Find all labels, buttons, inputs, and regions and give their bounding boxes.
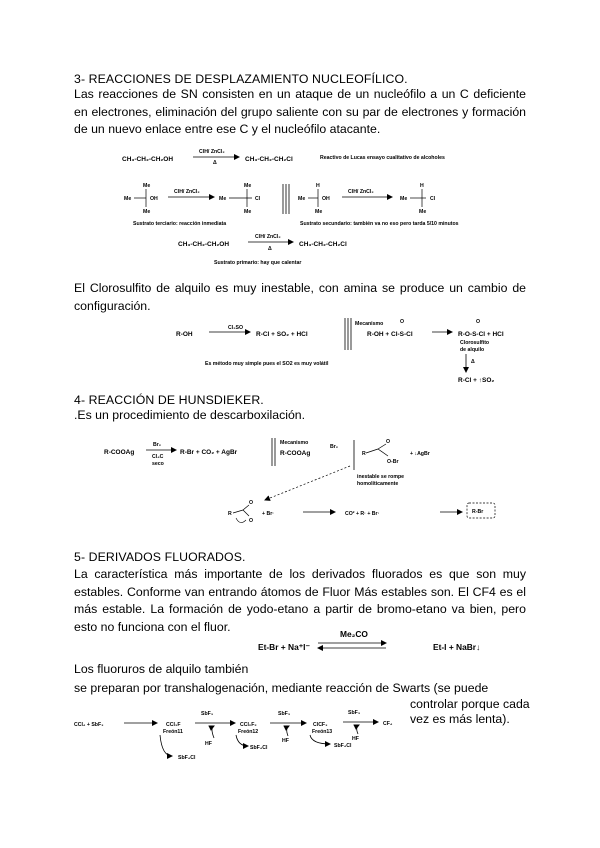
prim-reagent: ClH/ ZnCl₂ xyxy=(255,234,281,240)
hd-radical-br: + Br· xyxy=(262,511,274,517)
prim-label: Sustrato primario: hay que calentar xyxy=(214,260,302,266)
sw-sbf3-3: SbF₃ xyxy=(348,710,361,716)
prim-delta: Δ xyxy=(268,246,272,252)
fk-products: Et-I + NaBr↓ xyxy=(433,642,481,652)
sw-i1-label: Freón11 xyxy=(163,729,183,735)
scheme-finkelstein xyxy=(258,629,480,652)
hd-radical-bond-3 xyxy=(243,510,249,516)
sw-curve-3 xyxy=(310,735,330,744)
sw-i2-label: Freón12 xyxy=(238,729,259,735)
scheme-swarts xyxy=(74,710,393,761)
tert-me-top: Me xyxy=(143,183,151,189)
section-4-subline: .Es un procedimiento de descarboxilación. xyxy=(74,408,306,422)
tert-p-me-left: Me xyxy=(219,196,227,202)
cs-reactant: R-OH xyxy=(176,331,193,338)
hd-products: R-Br + CO₂ + AgBr xyxy=(180,449,238,456)
lucas-delta: Δ xyxy=(213,160,217,166)
fk-reactants: Et-Br + Na⁺I⁻ xyxy=(258,642,310,652)
lucas-reagent: ClH/ ZnCl₂ xyxy=(199,149,225,155)
sec-p-cl: Cl xyxy=(430,196,436,202)
sw-curve-1 xyxy=(160,735,172,756)
cs-intermediate-label-1: Clorosulfito xyxy=(460,340,490,346)
hd-mech-reagent: Br₂ xyxy=(330,444,339,450)
scheme-hunsdieker xyxy=(104,438,495,524)
hd-radical-curve xyxy=(236,518,246,523)
tert-p-me-bottom: Me xyxy=(244,209,252,215)
cs-final-products: R-Cl + ↑SO₂ xyxy=(458,377,495,384)
hd-radical-products: CO² + R· + Br· xyxy=(345,511,380,517)
hd-reagent-top: Br₂ xyxy=(153,442,162,448)
sw-start: CCl₄ + SbF₃ xyxy=(74,722,104,728)
lucas-note: Reactivo de Lucas ensayo cualitativo de alcoholes xyxy=(320,155,445,161)
hd-mech-agbr: + ↓AgBr xyxy=(410,451,430,457)
hd-reactant: R-COOAg xyxy=(104,449,135,456)
sw-i2: CCl₂F₂ xyxy=(240,722,257,728)
section-3-paragraph: Las reacciones de SN consisten en un ataque de un nucleófilo a un C deficiente en electrones, eliminación del grupo saliente con su par de electrones y formación de un nuevo enlace entre ese C y el nucleófilo atacante. xyxy=(74,87,526,136)
sw-hf-curve-3 xyxy=(357,725,359,734)
section-5-line-b: se preparan por transhalogenación, mediante reacción de Swarts (se puede xyxy=(74,681,489,695)
sw-end: CF₄ xyxy=(383,721,393,727)
section-5-heading: 5- DERIVADOS FLUORADOS. xyxy=(74,550,246,564)
tert-label: Sustrato terciario: reacción inmediata xyxy=(133,221,227,227)
scheme-clorosulfito xyxy=(176,318,504,384)
sec-h: H xyxy=(316,183,320,189)
hd-reagent-bottom-2: seco xyxy=(152,461,164,467)
section-5-line-d: vez es más lenta). xyxy=(410,712,510,726)
hd-radical-bond-1 xyxy=(233,510,243,513)
hd-dashed-arrow xyxy=(265,466,350,500)
fk-solvent: Me₂CO xyxy=(340,629,368,639)
cs-mech-o: O xyxy=(400,319,405,325)
scheme1-separator xyxy=(283,184,289,214)
hd-radical-r: R xyxy=(228,511,232,517)
lucas-product: CH₃-CH₂-CH₂Cl xyxy=(245,156,293,163)
cs-mech-o2: O xyxy=(476,319,481,325)
section-5-paragraph: La característica más importante de los derivados fluorados es que son muy estables. Conforme van entrando átomos de Fluor Más estables son. El CF4 es el más estable. La formación de yodo-etano a partir de bromo-etano va bien, pero esto no funciona con el fluor. xyxy=(74,567,526,634)
hd-mech-bond-1 xyxy=(366,449,378,453)
sw-hf-curve-2 xyxy=(287,726,289,736)
sec-me-left: Me xyxy=(298,196,306,202)
sec-p-h: H xyxy=(420,183,424,189)
scheme-lucas xyxy=(122,149,459,266)
sw-hf-curve-1 xyxy=(212,726,214,738)
cs-mech-products: R-O-S-Cl + HCl xyxy=(458,331,504,338)
sw-i3-label: Freón13 xyxy=(312,729,333,735)
sw-sbf3-1: SbF₃ xyxy=(201,711,214,717)
hd-unstable-1: inestable se rompe xyxy=(357,474,404,480)
hd-mechanism-label: Mecanismo xyxy=(280,440,309,446)
sec-oh: OH xyxy=(322,196,330,202)
hd-unstable-2: homolíticamente xyxy=(357,481,399,487)
clorosulfito-paragraph: El Clorosulfito de alquilo es muy inestable, con amina se produce un cambio de configuración. xyxy=(74,281,526,313)
hd-final-product: R-Br xyxy=(472,509,484,515)
section-4-heading: 4- REACCIÓN DE HUNSDIEKER. xyxy=(74,393,264,407)
sw-hf-1: HF xyxy=(205,741,212,747)
hd-reagent-bottom-1: Cl₄C xyxy=(152,454,164,460)
hd-mech-r: R xyxy=(362,451,366,457)
sw-i3: ClCF₃ xyxy=(313,722,328,728)
prim-product: CH₃-CH₂-CH₂Cl xyxy=(299,241,347,248)
tert-p-me-top: Me xyxy=(244,183,252,189)
section-3-heading: 3- REACCIONES DE DESPLAZAMIENTO NUCLEOFÍLICO. xyxy=(74,72,408,86)
hd-radical-dot-o: O xyxy=(249,518,254,524)
hd-mech-obr: O-Br xyxy=(387,459,399,465)
tert-me-left: Me xyxy=(124,196,132,202)
hd-separator xyxy=(272,438,275,466)
sw-curve-2 xyxy=(236,735,248,746)
sw-sbf3-2: SbF₃ xyxy=(278,711,291,717)
sw-i1: CCl₃F xyxy=(166,722,181,728)
prim-reactant: CH₃-CH₂-CH₂OH xyxy=(178,241,230,248)
lucas-reactant: CH₃-CH₂-CH₂OH xyxy=(122,156,174,163)
hd-radical-o: O xyxy=(249,500,254,506)
sec-reagent: ClH/ ZnCl₂ xyxy=(348,189,374,195)
sec-p-me-bottom: Me xyxy=(419,209,427,215)
sw-sbf4cl-1: SbF₄Cl xyxy=(178,755,196,761)
hd-mech-reactant: R-COOAg xyxy=(280,450,311,457)
sw-sbf4cl-2: SbF₄Cl xyxy=(250,745,268,751)
sw-hf-3: HF xyxy=(352,736,359,742)
tert-oh: OH xyxy=(150,196,158,202)
cs-separator xyxy=(345,318,351,350)
sec-label: Sustrato secundario: también va no eso pero tarda 5/10 minutos xyxy=(300,221,459,227)
tert-p-cl: Cl xyxy=(255,196,261,202)
hd-mech-o: O xyxy=(386,439,391,445)
hd-mech-bond-3 xyxy=(378,449,388,456)
cs-mechanism-label: Mecanismo xyxy=(355,321,384,327)
sec-me-bottom: Me xyxy=(315,209,323,215)
tert-reagent: ClH/ ZnCl₂ xyxy=(174,189,200,195)
section-5-line-c: controlar porque cada xyxy=(410,697,530,711)
hd-mech-bond-2 xyxy=(378,444,386,449)
sw-hf-2: HF xyxy=(282,738,289,744)
sec-p-me-left: Me xyxy=(400,196,408,202)
sw-sbf4cl-3: SbF₄Cl xyxy=(334,743,352,749)
cs-note: Es método muy simple pues el SO2 es muy volátil xyxy=(205,361,329,367)
tert-me-bottom: Me xyxy=(143,209,151,215)
cs-mech-reactants: R-OH + Cl-S-Cl xyxy=(367,331,413,338)
cs-delta: Δ xyxy=(471,359,475,365)
cs-intermediate-label-2: de alquilo xyxy=(460,347,485,353)
cs-reagent: Cl₂SO xyxy=(228,325,243,331)
section-5-line-a: Los fluoruros de alquilo también xyxy=(74,662,249,676)
cs-products: R-Cl + SO₂ + HCl xyxy=(256,331,308,338)
